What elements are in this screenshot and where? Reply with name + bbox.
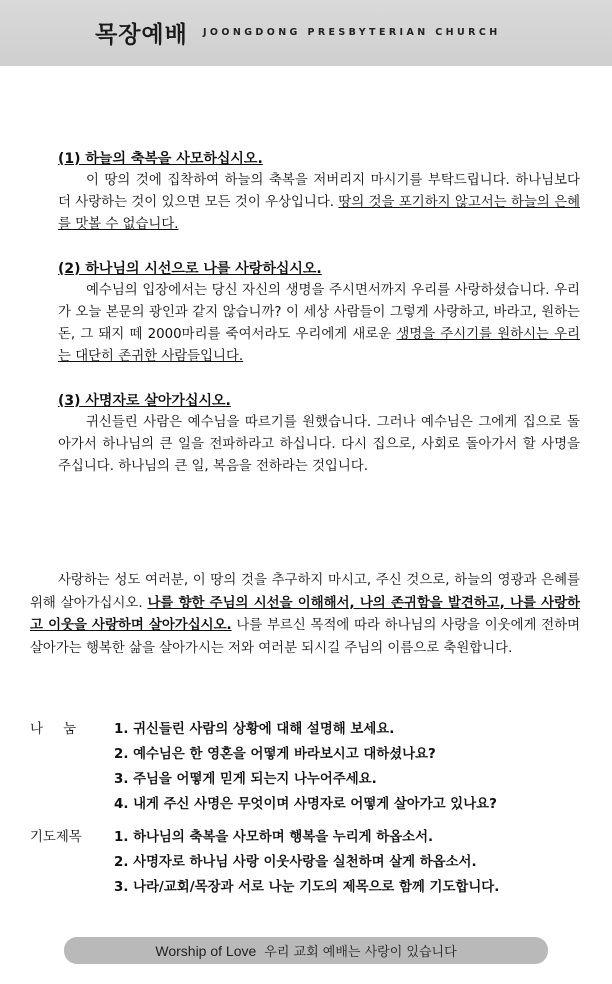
prayer-list: [114, 825, 584, 900]
section-underlined-text: 생명을 주시기를 원하시는 우리는 대단히 존귀한 사람들입니다.: [58, 327, 580, 364]
section-1: [58, 148, 580, 236]
footer-korean: 우리 교회 예배는 사랑이 있습니다: [264, 945, 457, 960]
section-2: [58, 258, 580, 368]
list-item: 4. 내게 주신 사명은 무엇이며 사명자로 어떻게 살아가고 있나요?: [114, 797, 497, 812]
list-item: 2. 사명자로 하나님 사랑 이웃사랑을 실천하며 살게 하옵소서.: [114, 855, 477, 870]
closing-text-end: 나를 부르신 목적에 따라 하나님의 사랑을 이웃에게 전하며 살아가는 행복한 삶을 살아가시는 저와 여러분 되시길 주님의 이름으로 축원합니다.: [30, 618, 580, 656]
header-title: 목장예배: [95, 22, 188, 48]
footer-english: Worship of Love: [155, 942, 257, 959]
list-item: 3. 주님을 어떻게 믿게 되는지 나누어주세요.: [114, 772, 377, 787]
footer-banner: [64, 937, 548, 964]
sharing-label: 나 눔: [30, 722, 77, 737]
section-title: (3) 사명자로 살아가십시오.: [58, 393, 231, 409]
section-title: (1) 하늘의 축복을 사모하십시오.: [58, 151, 263, 167]
list-item: 1. 하나님의 축복을 사모하며 행복을 누리게 하옵소서.: [114, 830, 434, 845]
sharing-list: [114, 717, 584, 817]
section-text: 예수님의 입장에서는 당신 자신의 생명을 주시면서까지 우리를 사랑하셨습니다. 우리가 오늘 본문의 광인과 같지 않습니까? 이 세상 사람들이 그렇게 사랑하고, 바라고, 원하는 돈, 그 돼지 떼 2000마리를 죽여서라도 우리에게 새로운: [58, 283, 580, 342]
section-text: 이 땅의 것에 집착하여 하늘의 축복을 저버리지 마시기를 부탁드립니다. 하나님보다 더 사랑하는 것이 있으면 모든 것이 우상입니다.: [58, 173, 580, 210]
list-item: 1. 귀신들린 사람의 상황에 대해 설명해 보세요.: [114, 722, 395, 737]
page-header: [0, 0, 612, 66]
closing-paragraph: [30, 570, 580, 660]
header-subtitle: JOONGDONG PRESBYTERIAN CHURCH: [203, 27, 501, 38]
list-item: 3. 나라/교회/목장과 서로 나눈 기도의 제목으로 함께 기도합니다.: [114, 880, 500, 895]
closing-text: 사랑하는 성도 여러분, 이 땅의 것을 추구하지 마시고, 주신 것으로, 하늘의 영광과 은혜를 위해 살아가십시오.: [30, 573, 580, 611]
section-3: [58, 390, 580, 478]
section-paragraph: [58, 280, 580, 368]
closing-emphasis: 나를 향한 주님의 시선을 이해해서, 나의 존귀함을 발견하고, 나를 사랑하고 이웃을 사랑하며 살아가십시오.: [30, 595, 580, 633]
sermon-body: [58, 148, 580, 478]
section-text: 귀신들린 사람은 예수님을 따르기를 원했습니다. 그러나 예수님은 그에게 집으로 돌아가서 하나님의 큰 일을 전파하라고 하십니다. 다시 집으로, 사회로 돌아가서 할 사명을 주십니다. 하나님의 큰 일, 복음을 전하라는 것입니다.: [58, 415, 580, 474]
list-item: 2. 예수님은 한 영혼을 어떻게 바라보시고 대하셨나요?: [114, 747, 436, 762]
section-underlined-text: 땅의 것을 포기하지 않고서는 하늘의 은혜를 맛볼 수 없습니다.: [58, 195, 580, 232]
section-paragraph: [58, 412, 580, 478]
section-paragraph: [58, 170, 580, 236]
section-title: (2) 하나님의 시선으로 나를 사랑하십시오.: [58, 261, 322, 277]
prayer-label: 기도제목: [30, 830, 82, 845]
